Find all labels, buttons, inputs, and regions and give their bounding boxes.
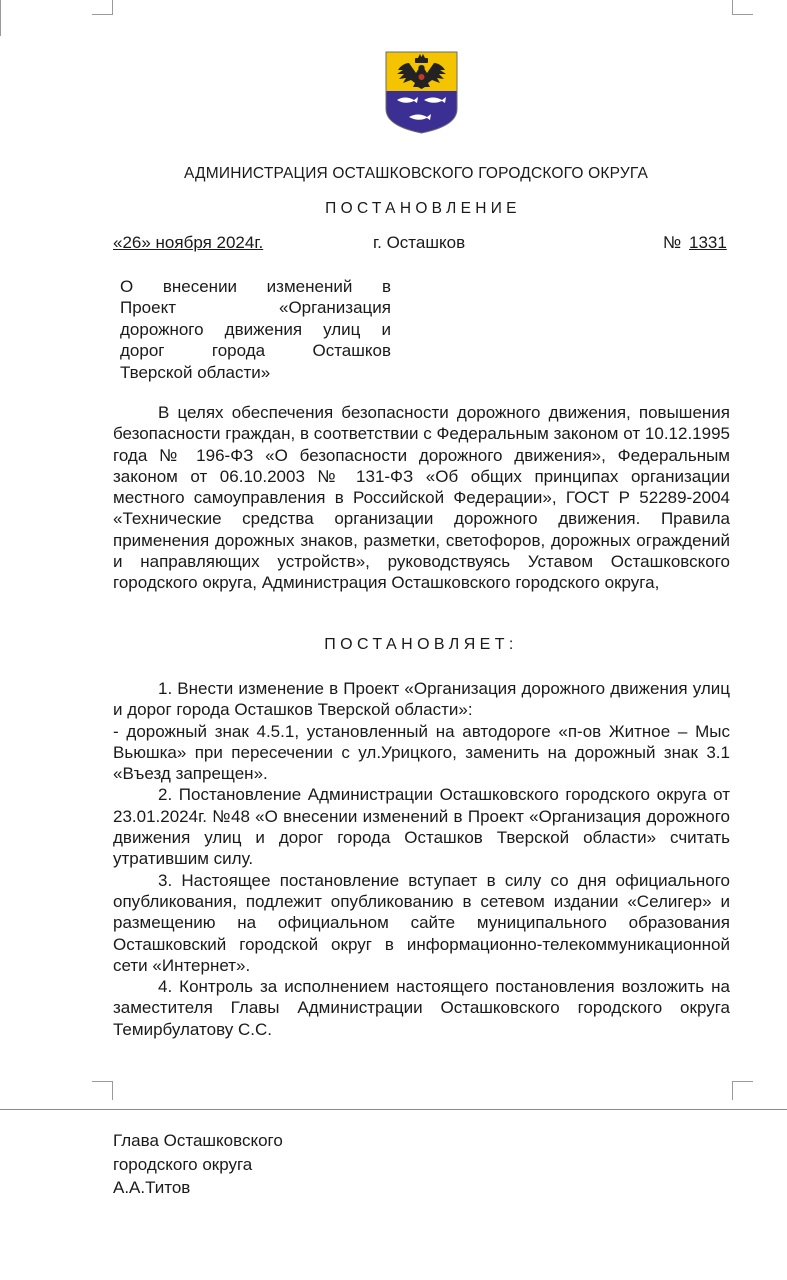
decree-item-1: 1. Внести изменение в Проект «Организация дорожного движения улиц и дорог города Осташков Тверской области»: (113, 679, 730, 720)
subject-line: Тверской области» (120, 362, 271, 382)
decree-item-2: 2. Постановление Администрации Осташковского городского округа от 23.01.2024г. №48 «О внесении изменений в Проект «Организация дорожного движения улиц и дорог города Осташков Тверской области» считать утратившим силу. (113, 785, 730, 869)
ruling-heading: ПОСТАНОВЛЯЕТ: (324, 636, 518, 653)
page-corner-mark (92, 0, 113, 15)
signature-block (113, 1129, 283, 1200)
page-corner-mark (732, 1081, 753, 1100)
administration-title: АДМИНИСТРАЦИЯ ОСТАШКОВСКОГО ГОРОДСКОГО ОКРУГА (184, 165, 648, 182)
decree-item-4: 4. Контроль за исполнением настоящего постановления возложить на заместителя Главы Администрации Осташковского городского округа Темирбулатову С.С. (113, 977, 730, 1039)
document-date: «26» ноября 2024г. (113, 233, 264, 252)
page-corner-mark (732, 0, 753, 15)
preamble-block (113, 402, 730, 594)
signature-title-line-1: Глава Осташковского (113, 1131, 283, 1150)
subject-line: О внесении изменений в (120, 277, 391, 296)
document-number: 1331 (689, 233, 727, 252)
subject-line: дорожного движения улиц и (120, 319, 391, 339)
coat-of-arms-emblem (385, 51, 458, 134)
subject-line: Проект «Организация (120, 298, 391, 318)
decree-item-1-sub: - дорожный знак 4.5.1, установленный на автодороге «п-ов Житное – Мыс Вьюшка» при пересечении с ул.Урицкого, заменить на дорожный знак 3.1 «Въезд запрещен». (113, 721, 730, 784)
document-city: г. Осташков (373, 233, 466, 252)
subject-line: дорог города Осташков (120, 341, 391, 361)
page-corner-mark (0, 18, 1, 36)
page-corner-mark (92, 1081, 113, 1100)
decree-item-3: 3. Настоящее постановление вступает в силу со дня официального опубликования, подлежит опубликованию в сетевом издании «Селигер» и размещению на официальном сайте муниципального образования Осташковский городской округ в информационно-телекоммуникационной сети «Интернет». (113, 870, 730, 975)
page-break-line (0, 1109, 787, 1110)
preamble-paragraph: В целях обеспечения безопасности дорожного движения, повышения безопасности граждан, в соответствии с Федеральным законом от 10.12.1995 года № 196-ФЗ «О безопасности дорожного движения», Федеральным законом от 06.10.2003 № 131-ФЗ «Об общих принципах организации местного самоуправления в Российской Федерации», ГОСТ Р 52289-2004 «Технические средства организации дорожного движения. Правила применения дорожных знаков, разметки, светофоров, дорожных ограждений и направляющих устройств», руководствуясь Уставом Осташковского городского округа, Администрация Осташковского городского округа, (113, 403, 730, 593)
document-subject (120, 276, 391, 383)
document-type-title: ПОСТАНОВЛЕНИЕ (325, 200, 521, 217)
page-corner-mark (0, 0, 1, 18)
signature-title-line-2: городского округа (113, 1154, 253, 1174)
document-number-label: № (663, 233, 682, 252)
decree-items (113, 678, 730, 1040)
signatory-name: А.А.Титов (113, 1178, 191, 1197)
